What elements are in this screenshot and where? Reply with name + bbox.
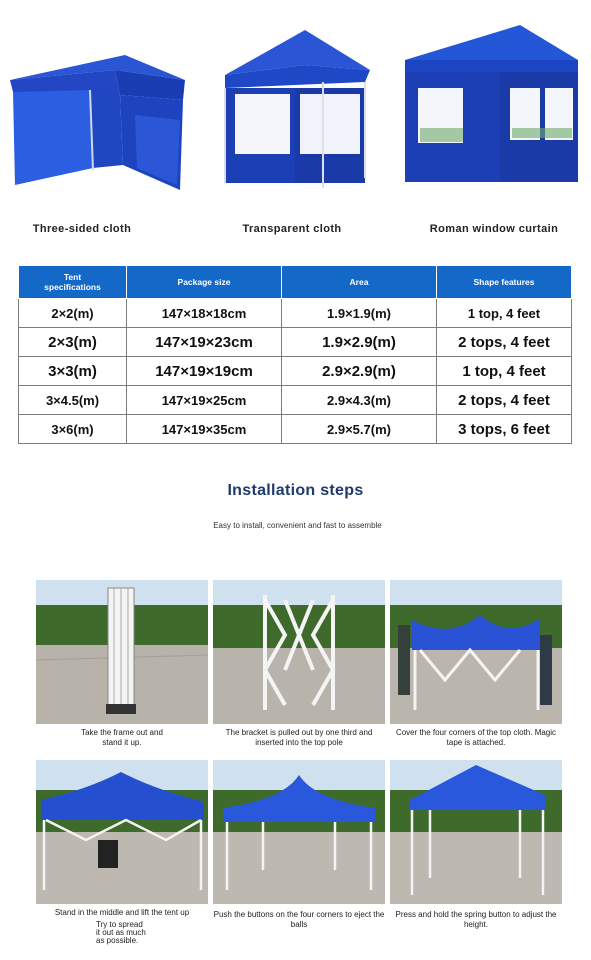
tent-three-sided-image <box>5 20 190 205</box>
table-row <box>19 357 572 386</box>
tent-caption-transparent: Transparent cloth <box>242 223 342 235</box>
cell-package: 147×19×19cm <box>127 357 282 386</box>
installation-subtitle: Easy to install, convenient and fast to assemble <box>213 521 382 530</box>
cell-spec: 3×3(m) <box>19 357 127 386</box>
cell-area: 2.9×5.7(m) <box>282 415 437 444</box>
step-1-caption: Take the frame out and stand it up. <box>81 728 163 747</box>
table-row <box>19 415 572 444</box>
step-2-photo <box>213 580 385 724</box>
table-row <box>19 299 572 328</box>
cell-spec: 2×2(m) <box>19 299 127 328</box>
step-3-photo <box>390 580 562 724</box>
spread-note: Try to spread it out as much as possible. <box>96 920 146 945</box>
cell-shape: 1 top, 4 feet <box>437 357 572 386</box>
cell-area: 2.9×2.9(m) <box>282 357 437 386</box>
cell-shape: 3 tops, 6 feet <box>437 415 572 444</box>
spec-table <box>18 265 572 444</box>
cell-area: 2.9×4.3(m) <box>282 386 437 415</box>
step-5-caption: Push the buttons on the four corners to eject the balls <box>213 910 385 929</box>
spec-table-header-row <box>19 266 572 299</box>
cell-package: 147×19×35cm <box>127 415 282 444</box>
installation-title: Installation steps <box>227 482 364 499</box>
cell-shape: 1 top, 4 feet <box>437 299 572 328</box>
tent-roman-window-image <box>400 20 585 205</box>
cell-package: 147×19×23cm <box>127 328 282 357</box>
step-4-caption: Stand in the middle and lift the tent up <box>54 908 190 917</box>
cell-package: 147×19×25cm <box>127 386 282 415</box>
step-4-photo <box>36 760 208 904</box>
cell-area: 1.9×2.9(m) <box>282 328 437 357</box>
step-3-caption: Cover the four corners of the top cloth. Magic tape is attached. <box>395 728 557 747</box>
header-tent-specifications: Tent specifications <box>19 266 127 299</box>
cell-shape: 2 tops, 4 feet <box>437 328 572 357</box>
cell-shape: 2 tops, 4 feet <box>437 386 572 415</box>
table-row <box>19 328 572 357</box>
tent-caption-three-sided: Three-sided cloth <box>32 223 132 235</box>
table-row <box>19 386 572 415</box>
step-6-photo <box>390 760 562 904</box>
cell-package: 147×18×18cm <box>127 299 282 328</box>
step-6-caption: Press and hold the spring button to adjust the height. <box>395 910 557 929</box>
cell-spec: 2×3(m) <box>19 328 127 357</box>
header-area: Area <box>282 266 437 299</box>
tent-caption-roman-window: Roman window curtain <box>429 223 559 235</box>
cell-spec: 3×6(m) <box>19 415 127 444</box>
step-2-caption: The bracket is pulled out by one third and inserted into the top pole <box>225 728 373 747</box>
header-package-size: Package size <box>127 266 282 299</box>
tent-transparent-image <box>210 20 395 205</box>
step-5-photo <box>213 760 385 904</box>
cell-area: 1.9×1.9(m) <box>282 299 437 328</box>
cell-spec: 3×4.5(m) <box>19 386 127 415</box>
step-1-photo <box>36 580 208 724</box>
header-shape-features: Shape features <box>437 266 572 299</box>
